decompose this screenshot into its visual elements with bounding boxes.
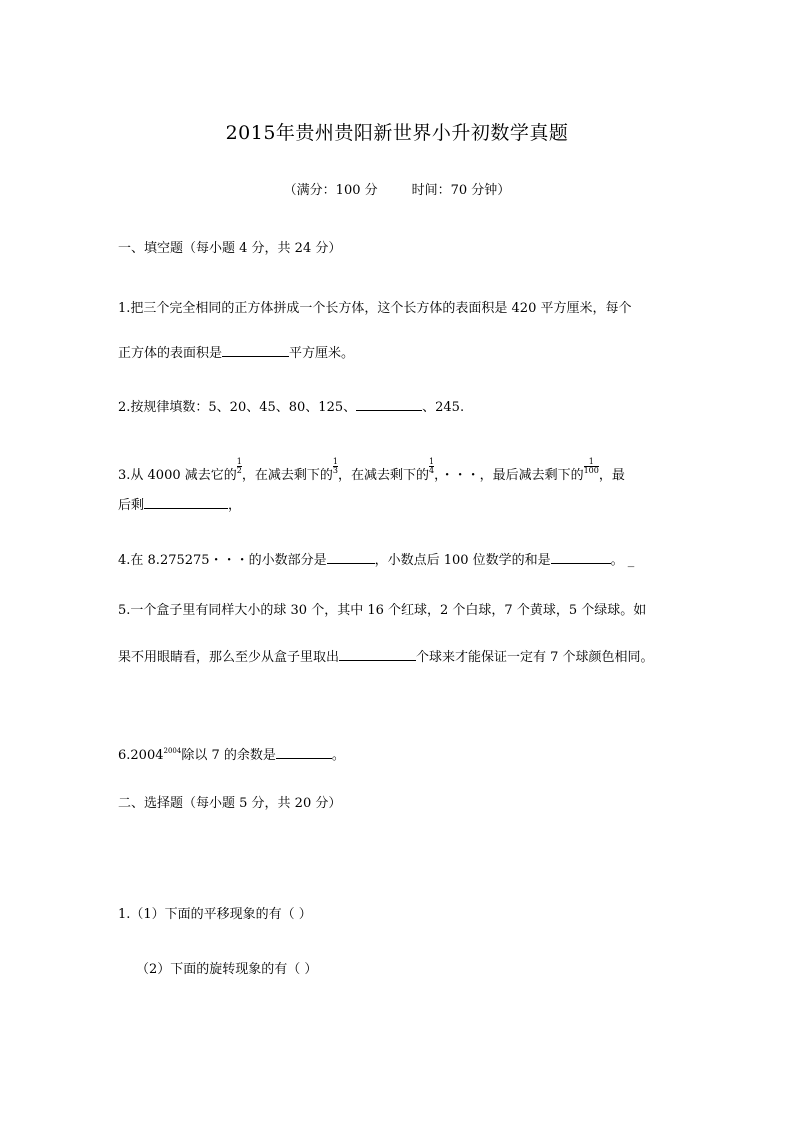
fraction-one-hundredth: $\frac{1}{100}$ (583, 457, 599, 475)
question-1-line-1: 1.把三个完全相同的正方体拼成一个长方体，这个长方体的表面积是 420 平方厘米，每个 (118, 301, 632, 316)
question-4-text-after-blank: 。 _ (610, 553, 635, 568)
exam-meta (0, 184, 794, 197)
answer-blank-q3[interactable] (144, 496, 228, 509)
question-5-text-before-blank: 果不用眼睛看，那么至少从盒子里取出 (118, 650, 340, 665)
question-2-text-after-blank: 、245. (422, 400, 465, 415)
page-title: 2015年贵州贵阳新世界小升初数学真题 (225, 122, 569, 144)
answer-blank-q6[interactable] (276, 746, 332, 759)
question-1-line-2 (118, 344, 354, 360)
section-1-heading: 一、填空题（每小题 4 分，共 24 分） (118, 241, 342, 256)
question-1-text-before-blank: 正方体的表面积是 (118, 346, 223, 361)
section-2-heading: 二、选择题（每小题 5 分，共 20 分） (118, 796, 342, 811)
question-4-text-before-blank: 4.在 8.275275・・・的小数部分是 (118, 553, 327, 568)
question-6-base: 6.2004 (118, 748, 164, 763)
question-5-line-2 (118, 648, 654, 664)
fraction-one-third: $\frac{1}{3}$ (332, 457, 338, 475)
question-6-exponent: 2004 (163, 747, 182, 755)
question-4 (118, 551, 634, 567)
fraction-one-half: $\frac{1}{2}$ (236, 457, 242, 475)
question-5-line-1: 5.一个盒子里有同样大小的球 30 个，其中 16 个红球，2 个白球，7 个黄球，5 个绿球。如 (118, 603, 647, 618)
question-3-line-1 (118, 458, 625, 482)
choice-question-1-part-2: （2）下面的旋转现象的有（ ） (136, 962, 318, 977)
question-3-text-1: 3.从 4000 减去它的 (118, 468, 237, 483)
question-3-text-before-blank: 后剩 (118, 498, 145, 513)
answer-blank-q2[interactable] (356, 398, 422, 411)
question-6-text-before-blank: 除以 7 的余数是 (181, 748, 276, 763)
full-score: （满分：100 分 (283, 183, 378, 198)
fraction-one-quarter: $\frac{1}{4}$ (428, 457, 435, 475)
choice-question-1-part-1: 1.（1）下面的平移现象的有（ ） (118, 907, 312, 922)
question-6-text-after-blank: 。 (331, 748, 345, 763)
question-3-line-2 (118, 496, 241, 512)
question-3-text-5: ，最 (598, 468, 625, 483)
question-3-text-4: ，・・・，最后减去剩下的 (434, 468, 584, 483)
question-2 (118, 398, 464, 414)
exam-time: 时间：70 分钟） (411, 183, 511, 198)
question-3-text-after-blank: ， (228, 498, 242, 513)
question-4-text-middle: ，小数点后 100 位数学的和是 (374, 553, 551, 568)
question-2-text-before-blank: 2.按规律填数：5、20、45、80、125、 (118, 400, 357, 415)
answer-blank-q5[interactable] (339, 648, 416, 661)
answer-blank-q4a[interactable] (327, 551, 375, 564)
question-5-text-after-blank: 个球来才能保证一定有 7 个球颜色相同。 (416, 650, 654, 665)
question-3-text-2: ，在减去剩下的 (241, 468, 333, 483)
answer-blank-q4b[interactable] (551, 551, 611, 564)
question-1-text-after-blank: 平方厘米。 (289, 346, 355, 361)
answer-blank-q1[interactable] (222, 344, 289, 357)
question-6 (118, 746, 345, 762)
question-3-text-3: ，在减去剩下的 (337, 468, 429, 483)
